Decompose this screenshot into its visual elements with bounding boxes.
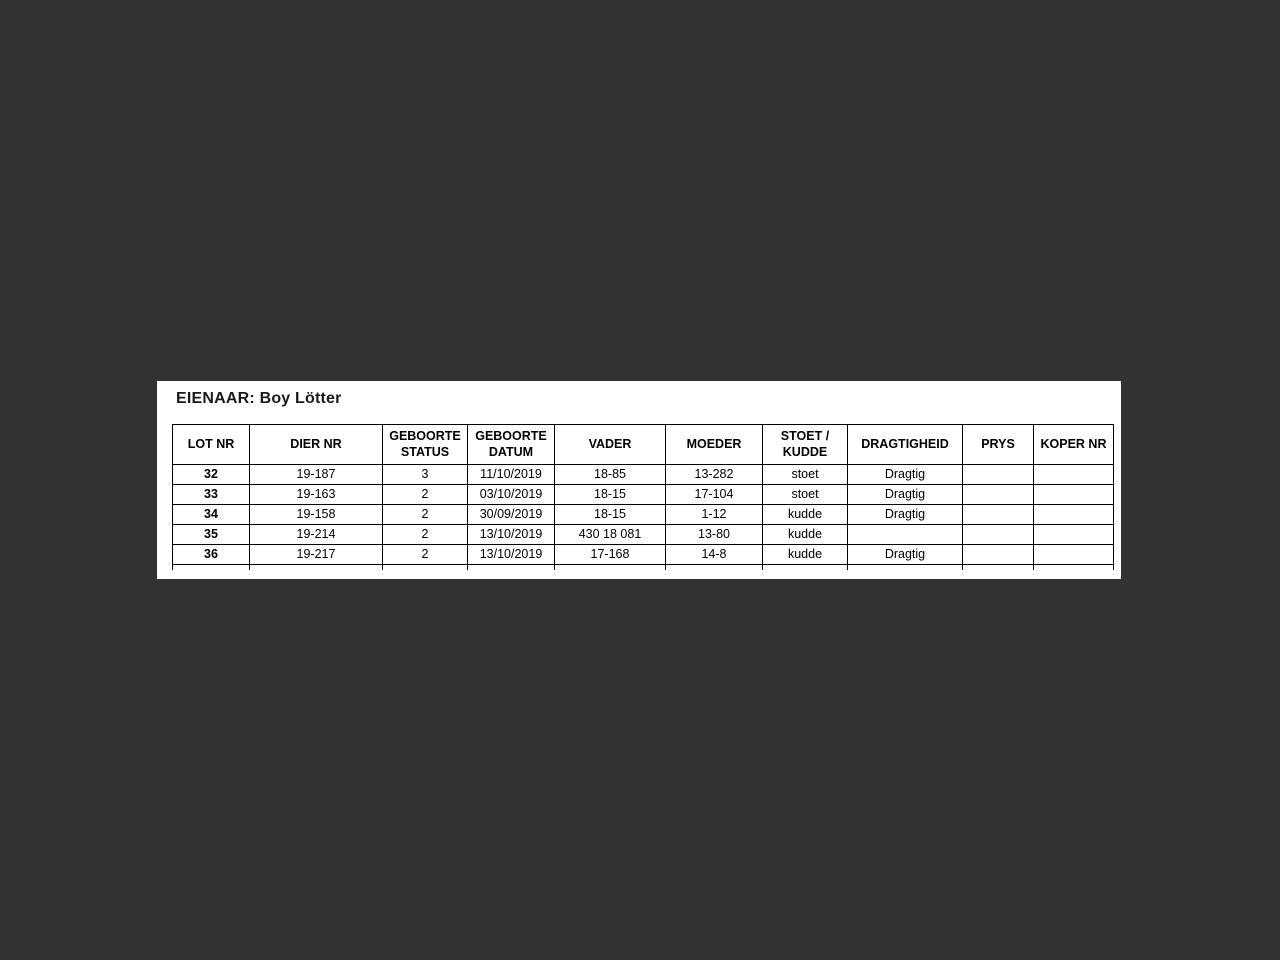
- cell-stoet-kudde: stoet: [763, 485, 848, 505]
- cell-dier-nr: 19-163: [250, 485, 383, 505]
- cell-koper-nr: [1034, 545, 1114, 565]
- cell-dier-nr: 19-158: [250, 505, 383, 525]
- document-page: [157, 381, 1121, 579]
- column-header-stoet-kudde: STOET / KUDDE: [763, 425, 848, 465]
- cell-lot-nr: 33: [173, 485, 250, 505]
- cell-prys: [963, 485, 1034, 505]
- table-row: [173, 525, 1114, 545]
- cell-dragtigheid: [848, 525, 963, 545]
- cell-moeder: 1-12: [666, 505, 763, 525]
- cell-lot-nr: 36: [173, 545, 250, 565]
- cell-geboorte-status: 2: [383, 525, 468, 545]
- column-header-vader: VADER: [555, 425, 666, 465]
- cell-koper-nr: [1034, 465, 1114, 485]
- cell-geboorte-status: 3: [383, 465, 468, 485]
- cell-vader: 18-15: [555, 505, 666, 525]
- cell-vader: 430 18 081: [555, 525, 666, 545]
- cell-stoet-kudde: kudde: [763, 505, 848, 525]
- cell-geboorte-datum: 13/10/2019: [468, 545, 555, 565]
- cell-moeder: 17-104: [666, 485, 763, 505]
- cell-prys: [963, 505, 1034, 525]
- cell-vader: 18-85: [555, 465, 666, 485]
- cell-vader: 18-15: [555, 485, 666, 505]
- cell-stoet-kudde: kudde: [763, 545, 848, 565]
- cell-koper-nr: [1034, 505, 1114, 525]
- cell-dragtigheid: Dragtig: [848, 505, 963, 525]
- cell-stoet-kudde: stoet: [763, 465, 848, 485]
- column-header-geboorte-status: GEBOORTE STATUS: [383, 425, 468, 465]
- cell-lot-nr: 35: [173, 525, 250, 545]
- cell-geboorte-status: 2: [383, 505, 468, 525]
- column-header-dragtigheid: DRAGTIGHEID: [848, 425, 963, 465]
- table-container: [172, 424, 1119, 570]
- column-header-prys: PRYS: [963, 425, 1034, 465]
- cell-koper-nr: [1034, 485, 1114, 505]
- cell-dragtigheid: Dragtig: [848, 545, 963, 565]
- livestock-table: [172, 424, 1114, 570]
- cell-geboorte-datum: 03/10/2019: [468, 485, 555, 505]
- cell-dragtigheid: Dragtig: [848, 465, 963, 485]
- table-row: [173, 545, 1114, 565]
- column-header-dier-nr: DIER NR: [250, 425, 383, 465]
- cell-geboorte-datum: 13/10/2019: [468, 525, 555, 545]
- cell-dragtigheid: Dragtig: [848, 485, 963, 505]
- cell-dier-nr: 19-217: [250, 545, 383, 565]
- cell-lot-nr: 32: [173, 465, 250, 485]
- owner-title: EIENAAR: Boy Lötter: [176, 390, 342, 407]
- cell-koper-nr: [1034, 525, 1114, 545]
- column-header-geboorte-datum: GEBOORTE DATUM: [468, 425, 555, 465]
- cell-geboorte-datum: 30/09/2019: [468, 505, 555, 525]
- cell-vader: 17-168: [555, 545, 666, 565]
- cell-geboorte-status: 2: [383, 545, 468, 565]
- clipped-partial-row: [173, 565, 1114, 571]
- table-row: [173, 505, 1114, 525]
- table-row: [173, 465, 1114, 485]
- cell-lot-nr: 34: [173, 505, 250, 525]
- cell-prys: [963, 545, 1034, 565]
- cell-stoet-kudde: kudde: [763, 525, 848, 545]
- cell-moeder: 13-282: [666, 465, 763, 485]
- table-row: [173, 485, 1114, 505]
- column-header-moeder: MOEDER: [666, 425, 763, 465]
- header-row: [173, 425, 1114, 465]
- cell-moeder: 13-80: [666, 525, 763, 545]
- cell-geboorte-datum: 11/10/2019: [468, 465, 555, 485]
- column-header-lot-nr: LOT NR: [173, 425, 250, 465]
- column-header-koper-nr: KOPER NR: [1034, 425, 1114, 465]
- cell-dier-nr: 19-214: [250, 525, 383, 545]
- cell-dier-nr: 19-187: [250, 465, 383, 485]
- cell-moeder: 14-8: [666, 545, 763, 565]
- cell-geboorte-status: 2: [383, 485, 468, 505]
- cell-prys: [963, 525, 1034, 545]
- cell-prys: [963, 465, 1034, 485]
